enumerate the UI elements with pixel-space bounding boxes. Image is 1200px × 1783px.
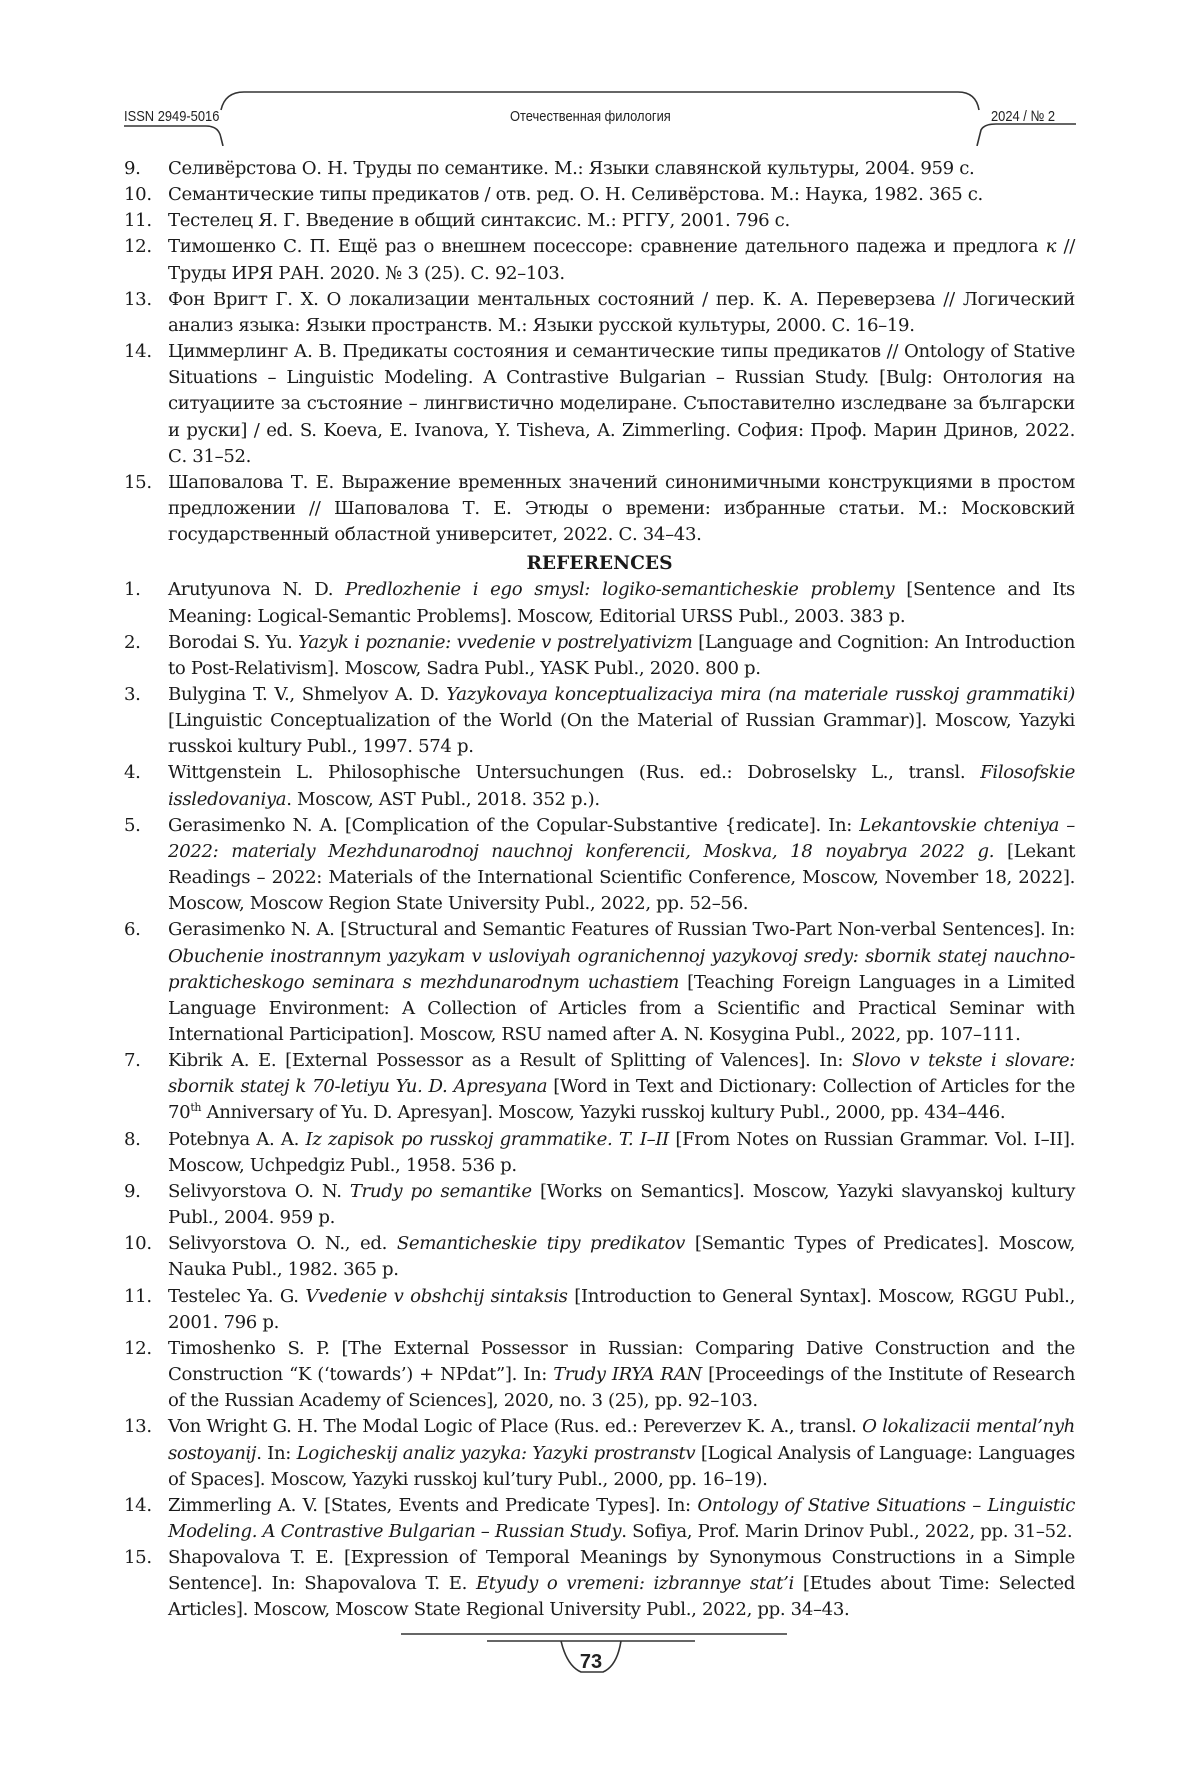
reference-text: Arutyunova N. D. bbox=[168, 579, 346, 601]
reference-text: [Word in Text and Dictionary: Collection of Articles for the 70 bbox=[168, 1076, 1075, 1124]
reference-text: Testelec Ya. G. bbox=[168, 1285, 306, 1307]
reference-item bbox=[124, 1284, 1075, 1336]
reference-title-italic: Lekantovskie chteniya – 2022: materialy Mezhdunarodnoj nauchnoj konferencii, Moskva, 18 noyabrya 2022 g. bbox=[168, 814, 1075, 862]
reference-text: Borodai S. Yu. bbox=[168, 631, 299, 653]
reference-number: 9. bbox=[124, 1180, 141, 1202]
references-content bbox=[124, 156, 1075, 1624]
reference-title-italic: Trudy po semantike bbox=[349, 1180, 532, 1202]
reference-title-italic: Vvedenie v obshchij sintaksis bbox=[305, 1285, 568, 1307]
reference-number: 4. bbox=[124, 762, 141, 784]
reference-item bbox=[124, 1545, 1075, 1623]
reference-title-italic: Yazyk i poznanie: vvedenie v postrelyativizm bbox=[298, 631, 693, 653]
reference-text: Циммерлинг А. В. Предикаты состояния и семантические типы предикатов // Ontology of Stative Situations – Linguistic Modeling. A Contrastive Bulgarian – Russian Study. [Bulg: Онтология на ситуациите за състояние – лингвистично моделиране. Съпоставително изследване за български и руски] / ed. S. Koeva, E. Ivanova, Y. Tisheva, A. Zimmerling. София: Проф. Марин Дринов, 2022. С. 31–52. bbox=[168, 341, 1075, 467]
reference-text: Семантические типы предикатов / отв. ред. О. Н. Селивёрстова. М.: Наука, 1982. 365 с. bbox=[168, 184, 983, 206]
header-journal-title: Отечественная филология bbox=[510, 108, 671, 125]
page-number: 73 bbox=[579, 1651, 603, 1673]
reference-number: 15. bbox=[124, 471, 152, 493]
reference-title-italic: Yazykovaya konceptualizaciya mira (na materiale russkoj grammatiki) bbox=[446, 683, 1075, 705]
reference-number: 13. bbox=[124, 288, 152, 310]
reference-text: [Linguistic Conceptualization of the World (On the Material of Russian Grammar)]. Moscow, Yazyki russkoi kultury Publ., 1997. 574 p. bbox=[168, 710, 1075, 758]
reference-title-italic: Etyudy o vremeni: izbrannye stat’i bbox=[475, 1573, 794, 1595]
header-issn: ISSN 2949-5016 bbox=[124, 108, 220, 125]
reference-text: [Proceedings of the Institute of Research of the Russian Academy of Sciences], 2020, no. 3 (25), pp. 92–103. bbox=[168, 1364, 1075, 1412]
reference-item bbox=[124, 682, 1075, 760]
reference-title-italic: к bbox=[1045, 236, 1057, 258]
reference-title-italic: Iz zapisok po russkoj grammatike. T. I–II bbox=[305, 1128, 669, 1150]
reference-text: Селивёрстова О. Н. Труды по семантике. М.: Языки славянской культуры, 2004. 959 с. bbox=[168, 158, 975, 179]
reference-item bbox=[124, 339, 1075, 470]
reference-item bbox=[124, 208, 1075, 234]
reference-item bbox=[124, 1179, 1075, 1231]
reference-text: [Introduction to General Syntax]. Moscow, RGGU Publ., 2001. 796 p. bbox=[168, 1285, 1075, 1333]
reference-number: 12. bbox=[124, 236, 152, 258]
reference-item bbox=[124, 1231, 1075, 1283]
reference-item bbox=[124, 917, 1075, 1048]
reference-title-italic: Predlozhenie i ego smysl: logiko-semanticheskie problemy bbox=[345, 579, 895, 601]
reference-number: 10. bbox=[124, 1233, 152, 1255]
reference-number: 11. bbox=[124, 1285, 152, 1307]
reference-text: Gerasimenko N. A. [Structural and Semantic Features of Russian Two-Part Non-verbal Sentences]. In: bbox=[168, 919, 1075, 941]
reference-number: 12. bbox=[124, 1337, 152, 1359]
reference-text: Anniversary of Yu. D. Apresyan]. Moscow, Yazyki russkoj kultury Publ., 2000, pp. 434–446. bbox=[201, 1102, 1006, 1124]
reference-text: Тимошенко С. П. Ещё раз о внешнем посессоре: сравнение дательного падежа и предлога bbox=[168, 236, 1046, 258]
reference-text: Kibrik A. E. [External Possessor as a Result of Splitting of Valences]. In: bbox=[168, 1050, 853, 1072]
reference-item bbox=[124, 1414, 1075, 1492]
header-issue: 2024 / № 2 bbox=[991, 108, 1056, 125]
reference-item bbox=[124, 234, 1075, 286]
reference-number: 14. bbox=[124, 341, 152, 363]
reference-title-italic: Logicheskij analiz yazyka: Yazyki prostranstv bbox=[296, 1442, 696, 1464]
reference-text: Von Wright G. H. The Modal Logic of Place (Rus. ed.: Pereverzev K. A., transl. bbox=[168, 1416, 863, 1438]
reference-text: [Language and Cognition: An Introduction to Post-Relativism]. Moscow, Sadra Publ., YASK Publ., 2020. 800 p. bbox=[168, 631, 1076, 679]
reference-number: 11. bbox=[124, 210, 152, 232]
reference-text: [From Notes on Russian Grammar. Vol. I–II]. Moscow, Uchpedgiz Publ., 1958. 536 p. bbox=[168, 1128, 1075, 1176]
reference-text: Zimmerling A. V. [States, Events and Predicate Types]. In: bbox=[168, 1494, 698, 1516]
reference-title-italic: O lokalizacii mental’nyh sostoyanij bbox=[168, 1416, 1075, 1464]
reference-item bbox=[124, 1127, 1075, 1179]
reference-text: Potebnya A. A. bbox=[168, 1128, 306, 1150]
reference-text: // Труды ИРЯ РАН. 2020. № 3 (25). С. 92–103. bbox=[168, 236, 1075, 284]
reference-item bbox=[124, 1336, 1075, 1414]
reference-text: . Moscow, AST Publ., 2018. 352 p.). bbox=[286, 788, 600, 810]
reference-text: [Teaching Foreign Languages in a Limited Language Environment: A Collection of Articles from a Scientific and Practical Seminar with International Participation]. Moscow, RSU named after A. N. Kosygina Publ., 2022, pp. 107–111. bbox=[168, 971, 1075, 1045]
reference-number: 7. bbox=[124, 1050, 141, 1072]
reference-text: Тестелец Я. Г. Введение в общий синтаксис. М.: РГГУ, 2001. 796 с. bbox=[168, 210, 790, 232]
reference-number: 1. bbox=[124, 579, 141, 601]
reference-text: . Sofiya, Prof. Marin Drinov Publ., 2022, pp. 31–52. bbox=[621, 1520, 1073, 1542]
reference-text: Фон Вригт Г. Х. О локализации ментальных состояний / пер. К. А. Переверзева // Логический анализ языка: Языки пространств. М.: Языки русской культуры, 2000. С. 16–19. bbox=[168, 288, 1075, 336]
reference-text: Selivyorstova O. N. bbox=[168, 1180, 350, 1202]
reference-title-italic: Semanticheskie tipy predikatov bbox=[396, 1233, 685, 1255]
reference-title-italic: Trudy IRYA RAN bbox=[553, 1364, 702, 1386]
reference-number: 6. bbox=[124, 919, 141, 941]
reference-item bbox=[124, 630, 1075, 682]
reference-item bbox=[124, 577, 1075, 629]
reference-item bbox=[124, 182, 1075, 208]
reference-text: [Etudes about Time: Selected Articles]. Moscow, Moscow State Regional University Publ., 2022, pp. 34–43. bbox=[168, 1573, 1075, 1621]
reference-text: [Works on Semantics]. Moscow, Yazyki slavyanskoj kultury Publ., 2004. 959 p. bbox=[168, 1180, 1075, 1229]
reference-number: 2. bbox=[124, 631, 141, 653]
reference-item bbox=[124, 1048, 1075, 1126]
english-reference-list bbox=[124, 577, 1075, 1623]
reference-text: Shapovalova T. E. [Expression of Temporal Meanings by Synonymous Constructions in a Simple Sentence]. In: Shapovalova T. E. bbox=[168, 1547, 1075, 1595]
reference-text: Wittgenstein L. Philosophische Untersuchungen (Rus. ed.: Dobroselsky L., transl. bbox=[168, 762, 981, 784]
reference-number: 15. bbox=[124, 1547, 152, 1569]
reference-number: 3. bbox=[124, 683, 141, 705]
reference-number: 10. bbox=[124, 184, 152, 206]
reference-number: 9. bbox=[124, 158, 141, 179]
reference-text: [Semantic Types of Predicates]. Moscow, Nauka Publ., 1982. 365 p. bbox=[168, 1233, 1076, 1281]
reference-item bbox=[124, 760, 1075, 812]
reference-item bbox=[124, 287, 1075, 339]
reference-number: 14. bbox=[124, 1494, 152, 1516]
reference-number: 13. bbox=[124, 1416, 152, 1438]
reference-text: Timoshenko S. P. [The External Possessor in Russian: Comparing Dative Construction and the Construction “K (‘towards’) + NPdat”]. In: bbox=[168, 1337, 1075, 1386]
reference-title-italic: Ontology of Stative Situations – Linguistic Modeling. A Contrastive Bulgarian – Russian Study bbox=[168, 1494, 1075, 1542]
reference-text: Bulygina T. V., Shmelyov A. D. bbox=[168, 683, 447, 705]
reference-number: 5. bbox=[124, 814, 141, 836]
reference-text: th bbox=[190, 1101, 202, 1115]
reference-text: Selivyorstova O. N., ed. bbox=[168, 1233, 397, 1255]
reference-text: [Logical Analysis of Language: Languages of Spaces]. Moscow, Yazyki russkoj kul’tury Publ., 2000, pp. 16–19). bbox=[168, 1442, 1075, 1490]
reference-title-italic: Filosofskie issledovaniya bbox=[168, 762, 1075, 810]
reference-item bbox=[124, 470, 1075, 548]
page-footer bbox=[395, 1626, 787, 1696]
reference-title-italic: Slovo v tekste i slovare: sbornik statej k 70-letiyu Yu. D. Apresyana bbox=[168, 1050, 1075, 1098]
reference-text: Gerasimenko N. A. [Complication of the Copular-Substantive {redicate]. In: bbox=[168, 814, 860, 836]
reference-number: 8. bbox=[124, 1128, 141, 1150]
reference-text: [Lekant Readings – 2022: Materials of the International Scientific Conference, Moscow, November 18, 2022]. Moscow, Moscow Region State University Publ., 2022, pp. 52–56. bbox=[168, 840, 1075, 915]
reference-title-italic: Obuchenie inostrannym yazykam v usloviyah ogranichennoj yazykovoj sredy: sbornik statej nauchno-prakticheskogo seminara s mezhdunarodnym uchastiem bbox=[168, 945, 1075, 993]
reference-text: [Sentence and Its Meaning: Logical-Semantic Problems]. Moscow, Editorial URSS Publ., 2003. 383 p. bbox=[168, 579, 1075, 627]
reference-item bbox=[124, 1493, 1075, 1545]
references-heading: REFERENCES bbox=[526, 553, 673, 575]
reference-item bbox=[124, 156, 1075, 182]
running-header bbox=[124, 88, 1076, 146]
reference-text: . In: bbox=[256, 1442, 297, 1464]
russian-reference-list bbox=[124, 156, 1075, 548]
reference-item bbox=[124, 813, 1075, 918]
reference-text: Шаповалова Т. Е. Выражение временных значений синонимичными конструкциями в простом предложении // Шаповалова Т. Е. Этюды о времени: избранные статьи. М.: Московский государственный областной университет, 2022. С. 34–43. bbox=[168, 471, 1075, 546]
